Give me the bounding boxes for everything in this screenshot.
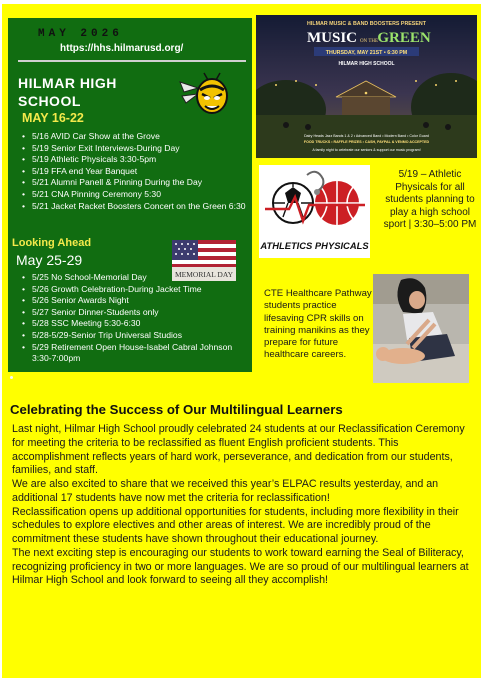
cte-caption: CTE Healthcare Pathway students practice lifesaving CPR skills on training manikins as they prepare for future healthcare careers. xyxy=(264,288,372,361)
looking-ahead-heading: Looking Ahead xyxy=(12,237,92,249)
music-on-the-green-poster xyxy=(256,15,477,158)
events-list-week1 xyxy=(22,131,250,212)
list-item: • 5/28-5/29-Senior Trip Universal Studios xyxy=(22,330,250,342)
athletic-physicals-caption: 5/19 – Athletic Physicals for all students planning to play a high school sport | 3:30–5:00 PM xyxy=(383,169,477,230)
athletics-physicals-logo xyxy=(259,165,370,258)
article-paragraph: Reclassification opens up additional opportunities for students, including more flexibility in their schedules to explore electives and other areas of interest. We are incredibly proud of the commitment these students have shown throughout their educational journey. xyxy=(12,505,459,545)
flag-caption: MEMORIAL DAY xyxy=(175,270,233,279)
article-paragraph: The next exciting step is encouraging our students to work toward earning the Seal of Biliteracy, recognizing proficiency in two or more languages. We are so proud of our multilingual learners at Hilmar High School and look forward to seeing all they accomplish! xyxy=(12,546,469,587)
article-paragraph: Last night, Hilmar High School proudly celebrated 24 students at our Reclassification Ceremony for meeting the criteria to be reclassified as fluent English proficient students. This accomplishment reflects years of hard work, perseverance, and dedication from our students, families, and staff. xyxy=(12,423,465,477)
poster-line3: A family night to celebrate our seniors & support our music program! xyxy=(312,148,421,152)
decorative-dot xyxy=(10,376,13,379)
list-item: • 5/27 Senior Dinner-Students only xyxy=(22,307,250,319)
list-item: • 5/26 Growth Celebration-During Jacket Time xyxy=(22,284,250,296)
list-item: • 5/26 Senior Awards Night xyxy=(22,295,250,307)
list-item: • 5/16 AVID Car Show at the Grove xyxy=(22,131,250,143)
events-panel xyxy=(8,18,252,372)
poster-presenter: HILMAR MUSIC & BAND BOOSTERS PRESENT xyxy=(307,21,426,27)
article-body xyxy=(12,423,478,588)
article-paragraph: We are also excited to share that we received this year’s ELPAC results yesterday, and an additional 17 students have now met the criteria for reclassification! xyxy=(12,478,439,504)
yellow-jacket-mascot-icon xyxy=(178,72,230,118)
poster-title-green: GREEN xyxy=(377,30,431,46)
poster-line2: FOOD TRUCKS • RAFFLE PRIZES • CASH, PAYPAL & VENMO ACCEPTED xyxy=(303,140,430,144)
list-item: • 5/21 CNA Pinning Ceremony 5:30 xyxy=(22,189,250,201)
list-item: • 5/19 Athletic Physicals 3:30-5pm xyxy=(22,154,250,166)
poster-venue: HILMAR HIGH SCHOOL xyxy=(338,61,395,67)
article-title: Celebrating the Success of Our Multilingual Learners xyxy=(10,402,343,417)
poster-title-on: ON THE xyxy=(359,39,379,44)
poster-title-music: MUSIC xyxy=(306,30,358,46)
list-item: • 5/29 Retirement Open House-Isabel Cabral Johnson 3:30-7:00pm xyxy=(22,342,250,365)
events-list-week2 xyxy=(22,272,250,365)
week-heading: MAY 16-22 xyxy=(22,111,84,125)
poster-line1: Dairy Heads Jazz Bands 1 & 2 • Advanced Band • Modern Band • Color Guard xyxy=(304,134,429,138)
school-name: HILMAR HIGH SCHOOL xyxy=(18,75,117,109)
list-item: • 5/28 SSC Meeting 5:30-6:30 xyxy=(22,318,250,330)
list-item: • 5/21 Jacket Racket Boosters Concert on the Green 6:30 xyxy=(22,201,250,213)
newsletter-page xyxy=(2,4,481,678)
poster-date: THURSDAY, MAY 21ST • 6:30 PM xyxy=(325,50,408,56)
school-website-link[interactable]: https://hhs.hilmarusd.org/ xyxy=(60,43,184,54)
list-item: • 5/21 Alumni Panell & Pinning During the Day xyxy=(22,177,250,189)
newsletter-month: MAY 2026 xyxy=(38,28,123,40)
list-item: • 5/19 Senior Exit Interviews-During Day xyxy=(22,143,250,155)
athletics-logo-text: ATHLETICS PHYSICALS xyxy=(260,240,369,251)
cpr-training-photo xyxy=(373,274,469,383)
divider xyxy=(18,60,246,62)
week-heading: May 25-29 xyxy=(16,252,83,268)
list-item: • 5/25 No School-Memorial Day xyxy=(22,272,250,284)
list-item: • 5/19 FFA end Year Banquet xyxy=(22,166,250,178)
